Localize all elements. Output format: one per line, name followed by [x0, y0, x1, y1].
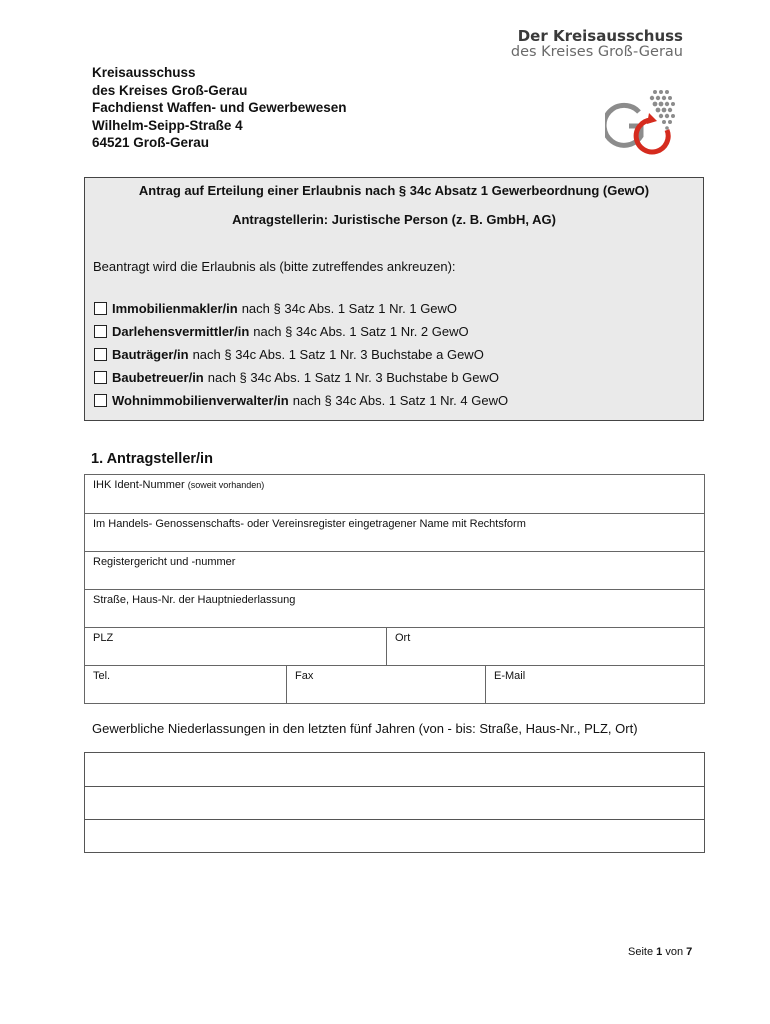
- form-row: [85, 589, 704, 627]
- baubetreuer-checkbox[interactable]: [94, 371, 107, 384]
- form-row: [85, 551, 704, 589]
- option-wohnimmobilienverwalter: [94, 393, 508, 408]
- address-line: des Kreises Groß-Gerau: [92, 82, 248, 98]
- option-bold-label: Immobilienmakler/in: [112, 301, 238, 316]
- branch-entry-field[interactable]: [85, 819, 704, 852]
- address-line: Wilhelm-Seipp-Straße 4: [92, 117, 243, 133]
- ort-field[interactable]: [386, 628, 704, 665]
- branches-label: Gewerbliche Niederlassungen in den letzten fünf Jahren (von - bis: Straße, Haus-Nr., PLZ, Ort): [92, 721, 638, 736]
- authority-address: [92, 64, 347, 152]
- brand-line-2: des Kreises Groß-Gerau: [510, 44, 683, 60]
- bautraeger-checkbox[interactable]: [94, 348, 107, 361]
- authority-brand: [511, 28, 683, 60]
- option-text: nach § 34c Abs. 1 Satz 1 Nr. 4 GewO: [292, 393, 509, 408]
- option-bautraeger: [94, 347, 484, 362]
- option-text: nach § 34c Abs. 1 Satz 1 Nr. 3 Buchstabe b GewO: [207, 370, 499, 385]
- form-row: [85, 627, 704, 665]
- tel-label: Tel.: [93, 670, 111, 682]
- branch-entry-field[interactable]: [85, 753, 704, 786]
- immobilienmakler-checkbox[interactable]: [94, 302, 107, 315]
- ort-label: Ort: [395, 632, 411, 644]
- applicant-form-grid: [84, 474, 705, 704]
- plz-field[interactable]: [85, 628, 386, 665]
- option-bold-label: Bauträger/in: [112, 347, 189, 362]
- option-darlehensvermittler: [94, 324, 469, 339]
- email-label: E-Mail: [494, 670, 526, 682]
- tel-field[interactable]: [85, 666, 286, 703]
- address-line: Kreisausschuss: [92, 65, 196, 80]
- address-line: Fachdienst Waffen- und Gewerbewesen: [92, 100, 347, 115]
- register-court-field[interactable]: [85, 552, 704, 589]
- street-field[interactable]: [85, 590, 704, 627]
- ihk-number-field[interactable]: [85, 475, 704, 513]
- option-text: nach § 34c Abs. 1 Satz 1 Nr. 3 Buchstabe a GewO: [192, 347, 484, 362]
- register-court-label: Registergericht und -nummer: [93, 556, 236, 568]
- permit-intro-text: Beantragt wird die Erlaubnis als (bitte zutreffendes ankreuzen):: [93, 259, 456, 274]
- wohnimmobilienverwalter-checkbox[interactable]: [94, 394, 107, 407]
- fax-label: Fax: [295, 670, 314, 682]
- branches-table: [84, 752, 705, 853]
- option-text: nach § 34c Abs. 1 Satz 1 Nr. 1 GewO: [241, 301, 458, 316]
- fax-field[interactable]: [286, 666, 485, 703]
- page-number: Seite 1 von 7: [628, 946, 693, 958]
- option-text: nach § 34c Abs. 1 Satz 1 Nr. 2 GewO: [253, 324, 469, 339]
- email-field[interactable]: [485, 666, 704, 703]
- ihk-number-label: IHK Ident-Nummer (soweit vorhanden): [93, 479, 265, 491]
- application-type-box: [84, 177, 704, 421]
- option-immobilienmakler: [94, 301, 457, 316]
- section-heading-applicant: 1. Antragsteller/in: [91, 451, 213, 467]
- gg-logo-icon: [605, 86, 685, 156]
- application-title: Antrag auf Erteilung einer Erlaubnis nach § 34c Absatz 1 Gewerbeordnung (GewO): [138, 183, 650, 198]
- form-row: [85, 475, 704, 513]
- street-label: Straße, Haus-Nr. der Hauptniederlassung: [93, 594, 296, 606]
- plz-label: PLZ: [93, 632, 114, 644]
- registered-name-field[interactable]: [85, 514, 704, 551]
- darlehensvermittler-checkbox[interactable]: [94, 325, 107, 338]
- brand-line-1: Der Kreisausschuss: [517, 27, 683, 45]
- registered-name-label: Im Handels- Genossenschafts- oder Vereinsregister eingetragener Name mit Rechtsform: [93, 518, 526, 530]
- form-row: [85, 665, 704, 703]
- option-baubetreuer: [94, 370, 499, 385]
- branch-entry-field[interactable]: [85, 786, 704, 819]
- applicant-type-subtitle: Antragstellerin: Juristische Person (z. B. GmbH, AG): [232, 212, 556, 227]
- option-bold-label: Wohnimmobilienverwalter/in: [112, 393, 289, 408]
- option-bold-label: Baubetreuer/in: [112, 370, 204, 385]
- address-line: 64521 Groß-Gerau: [92, 135, 210, 150]
- form-row: [85, 513, 704, 551]
- option-bold-label: Darlehensvermittler/in: [112, 324, 250, 339]
